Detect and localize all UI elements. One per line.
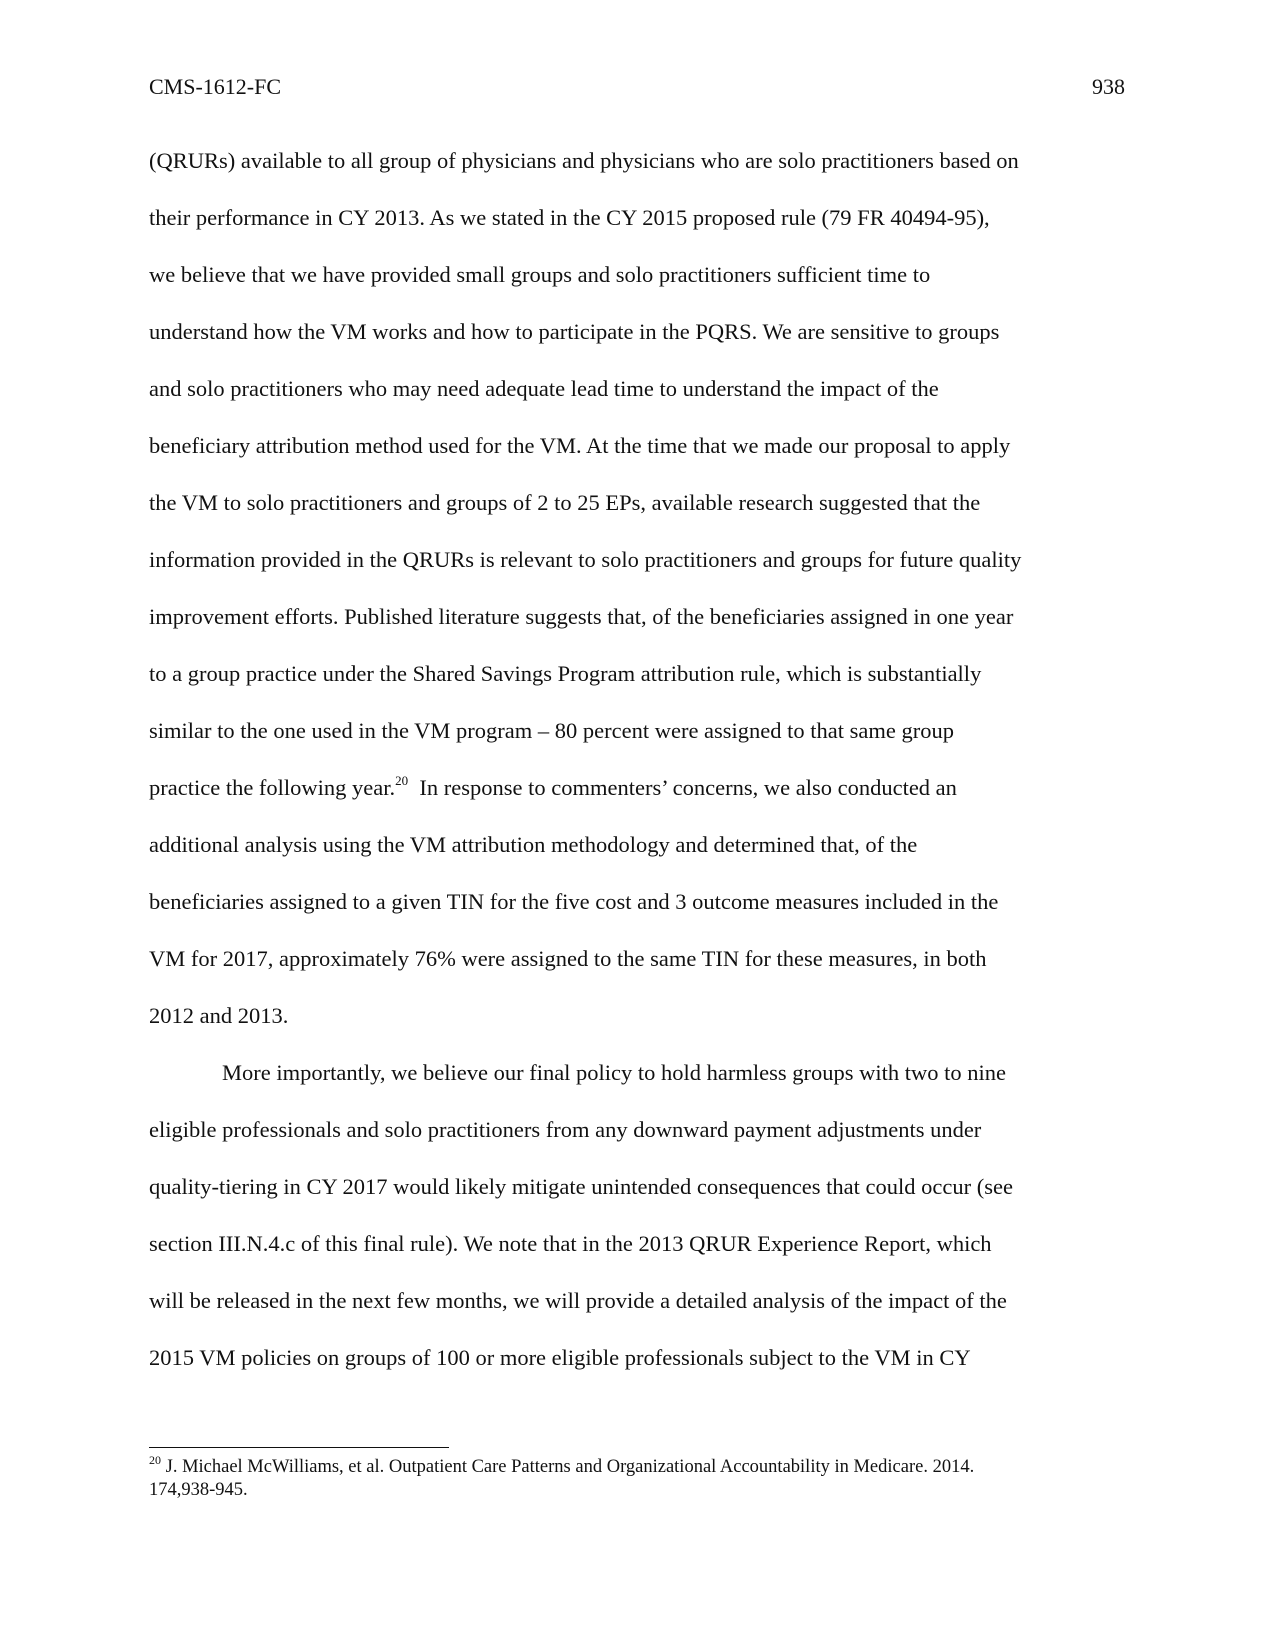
text-segment: practice the following year. <box>149 775 396 800</box>
text-line: beneficiaries assigned to a given TIN for the five cost and 3 outcome measures included in the <box>149 889 999 914</box>
document-id: CMS-1612-FC <box>149 74 282 99</box>
text-line: similar to the one used in the VM program – 80 percent were assigned to that same group <box>149 718 955 743</box>
text-line: information provided in the QRURs is relevant to solo practitioners and groups for future quality <box>149 547 1022 572</box>
footnote-line: 174,938-945. <box>149 1480 248 1500</box>
text-line: quality-tiering in CY 2017 would likely mitigate unintended consequences that could occur (see <box>149 1174 1013 1199</box>
text-line: 2012 and 2013. <box>149 1003 289 1028</box>
body-text <box>149 146 1129 1400</box>
text-line: 2015 VM policies on groups of 100 or more eligible professionals subject to the VM in CY <box>149 1345 971 1370</box>
footnote-reference[interactable]: 20 <box>395 772 409 788</box>
text-line: section III.N.4.c of this final rule). We note that in the 2013 QRUR Experience Report, which <box>149 1231 992 1256</box>
footnote-text: J. Michael McWilliams, et al. Outpatient Care Patterns and Organizational Accountability in Medicare. 2014. <box>161 1457 975 1477</box>
text-line: to a group practice under the Shared Savings Program attribution rule, which is substantially <box>149 661 982 686</box>
text-line: additional analysis using the VM attribution methodology and determined that, of the <box>149 832 918 857</box>
footnote <box>149 1452 1139 1502</box>
text-line: their performance in CY 2013. As we stated in the CY 2015 proposed rule (79 FR 40494-95), <box>149 205 990 230</box>
text-line: (QRURs) available to all group of physicians and physicians who are solo practitioners based on <box>149 148 1019 173</box>
text-line: VM for 2017, approximately 76% were assigned to the same TIN for these measures, in both <box>149 946 987 971</box>
text-line: and solo practitioners who may need adequate lead time to understand the impact of the <box>149 376 939 401</box>
text-segment: In response to commenters’ concerns, we also conducted an <box>408 775 957 800</box>
text-line: we believe that we have provided small groups and solo practitioners sufficient time to <box>149 262 931 287</box>
footnote-line <box>149 1452 1139 1479</box>
text-line: eligible professionals and solo practitioners from any downward payment adjustments under <box>149 1117 982 1142</box>
footnote-number: 20 <box>149 1452 161 1467</box>
text-line: will be released in the next few months, we will provide a detailed analysis of the impact of the <box>149 1288 1007 1313</box>
page-number: 938 <box>1092 74 1125 99</box>
footnote-separator <box>149 1447 449 1448</box>
text-line: understand how the VM works and how to participate in the PQRS. We are sensitive to groups <box>149 319 1000 344</box>
paragraph-first-line: More importantly, we believe our final policy to hold harmless groups with two to nine <box>222 1060 1007 1085</box>
text-line-with-footnote-ref <box>149 773 1129 830</box>
text-line: improvement efforts. Published literature suggests that, of the beneficiaries assigned in one year <box>149 604 1014 629</box>
text-line: the VM to solo practitioners and groups of 2 to 25 EPs, available research suggested that the <box>149 490 981 515</box>
text-line: beneficiary attribution method used for the VM. At the time that we made our proposal to apply <box>149 433 1011 458</box>
